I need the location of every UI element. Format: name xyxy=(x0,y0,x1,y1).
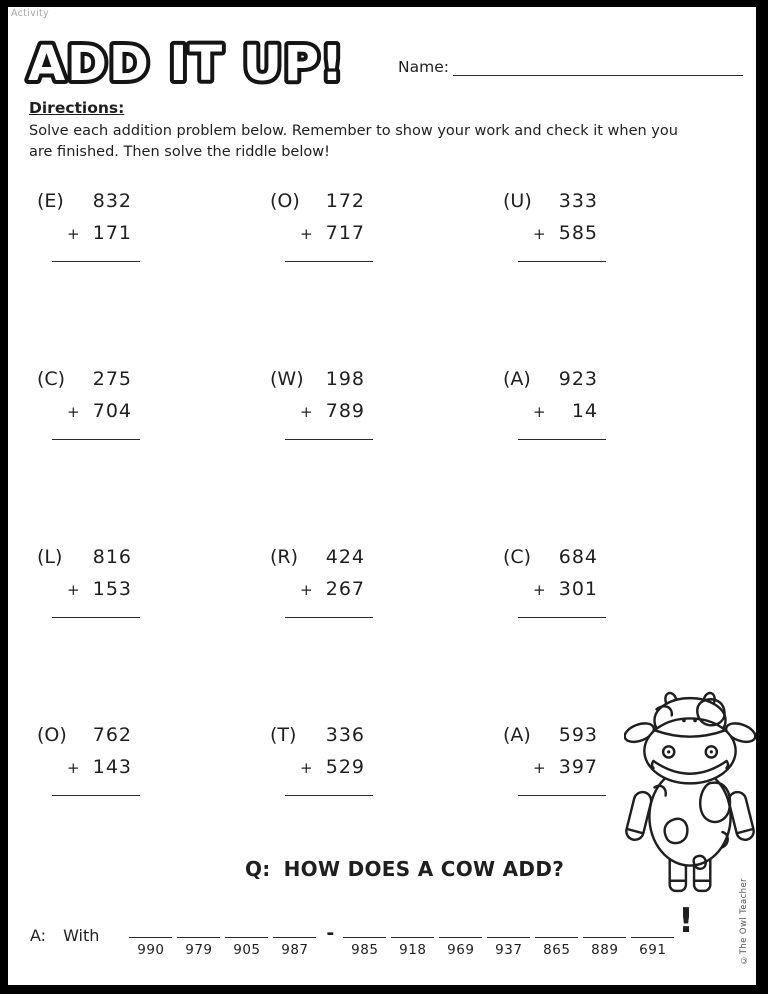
answer-blank: 691 xyxy=(631,937,674,958)
bottom-addend: 397 xyxy=(558,756,598,778)
directions-section xyxy=(29,99,705,162)
page-border-bottom xyxy=(0,985,768,994)
addition-problem-a1 xyxy=(503,368,606,454)
page-border-top xyxy=(0,0,768,7)
plus-sign: + xyxy=(67,759,80,777)
sum-write-line xyxy=(285,439,373,440)
addition-problem-t xyxy=(270,724,373,810)
top-addend: 816 xyxy=(92,546,132,568)
answer-blank: 918 xyxy=(391,937,434,958)
plus-sign: + xyxy=(67,581,80,599)
top-addend: 424 xyxy=(325,546,365,568)
answer-blank: 865 xyxy=(535,937,578,958)
name-field xyxy=(398,58,743,76)
sum-write-line xyxy=(285,261,373,262)
top-addend: 593 xyxy=(558,724,598,746)
sum-write-line xyxy=(518,617,606,618)
exclamation-mark: ! xyxy=(678,901,694,941)
problem-letter: (T) xyxy=(270,724,297,746)
top-addend: 832 xyxy=(92,190,132,212)
problem-letter: (C) xyxy=(37,368,66,390)
answer-blank: 889 xyxy=(583,937,626,958)
top-addend: 275 xyxy=(92,368,132,390)
page-title: ADD IT UP! xyxy=(28,36,345,92)
addition-problem-a2 xyxy=(503,724,606,810)
problem-letter: (W) xyxy=(270,368,304,390)
problem-letter: (L) xyxy=(37,546,63,568)
plus-sign: + xyxy=(67,403,80,421)
hyphen-separator: - xyxy=(326,922,335,944)
sum-write-line xyxy=(518,795,606,796)
answer-blank: 985 xyxy=(343,937,386,958)
top-addend: 684 xyxy=(558,546,598,568)
name-write-line xyxy=(453,58,743,76)
problem-letter: (R) xyxy=(270,546,299,568)
plus-sign: + xyxy=(300,581,313,599)
top-addend: 198 xyxy=(325,368,365,390)
addition-problem-l xyxy=(37,546,140,632)
copyright-credit: ©The Owl Teacher xyxy=(739,878,749,965)
bottom-addend: 717 xyxy=(325,222,365,244)
riddle-answer-row xyxy=(30,901,694,958)
bottom-addend: 14 xyxy=(571,400,598,422)
addition-problem-w xyxy=(270,368,373,454)
addition-problem-c2 xyxy=(503,546,606,632)
title-banner xyxy=(26,24,346,102)
top-addend: 172 xyxy=(325,190,365,212)
answer-blank: 990 xyxy=(129,937,172,958)
sum-write-line xyxy=(518,261,606,262)
answer-blank: 937 xyxy=(487,937,530,958)
cow-illustration xyxy=(624,690,756,898)
problem-letter: (A) xyxy=(503,368,531,390)
name-label: Name: xyxy=(398,58,449,76)
sum-write-line xyxy=(518,439,606,440)
sum-write-line xyxy=(285,617,373,618)
addition-problem-u xyxy=(503,190,606,276)
addition-problem-r xyxy=(270,546,373,632)
directions-body: Solve each addition problem below. Remember to show your work and check it when you are finished. Then solve the riddle below! xyxy=(29,123,678,160)
problem-letter: (A) xyxy=(503,724,531,746)
bottom-addend: 789 xyxy=(325,400,365,422)
addition-problem-c1 xyxy=(37,368,140,454)
plus-sign: + xyxy=(300,759,313,777)
directions-heading: Directions: xyxy=(29,99,125,117)
answer-blank: 905 xyxy=(225,937,268,958)
sum-write-line xyxy=(285,795,373,796)
top-addend: 333 xyxy=(558,190,598,212)
activity-label: Activity xyxy=(11,8,49,19)
bottom-addend: 143 xyxy=(92,756,132,778)
plus-sign: + xyxy=(533,759,546,777)
bottom-addend: 585 xyxy=(558,222,598,244)
question-text: HOW DOES A COW ADD? xyxy=(283,857,565,881)
title-bubble-text xyxy=(26,24,346,98)
sum-write-line xyxy=(52,261,140,262)
answer-blank: 979 xyxy=(177,937,220,958)
answer-prefix: With xyxy=(63,926,100,945)
top-addend: 762 xyxy=(92,724,132,746)
riddle-question xyxy=(245,857,564,881)
answer-blank: 969 xyxy=(439,937,482,958)
bottom-addend: 171 xyxy=(92,222,132,244)
problem-letter: (C) xyxy=(503,546,532,568)
bottom-addend: 153 xyxy=(92,578,132,600)
bottom-addend: 704 xyxy=(92,400,132,422)
question-label: Q: xyxy=(245,857,271,881)
addition-problem-e xyxy=(37,190,140,276)
problem-letter: (U) xyxy=(503,190,532,212)
answer-blank: 987 xyxy=(273,937,316,958)
plus-sign: + xyxy=(533,403,546,421)
page-border-right xyxy=(756,0,768,994)
page-border-left xyxy=(0,0,8,994)
sum-write-line xyxy=(52,795,140,796)
answer-label: A: xyxy=(30,926,47,945)
sum-write-line xyxy=(52,439,140,440)
sum-write-line xyxy=(52,617,140,618)
bottom-addend: 529 xyxy=(325,756,365,778)
addition-problem-o1 xyxy=(270,190,373,276)
problems-grid xyxy=(30,190,726,810)
cow-icon xyxy=(624,690,756,898)
plus-sign: + xyxy=(67,225,80,243)
plus-sign: + xyxy=(533,225,546,243)
top-addend: 336 xyxy=(325,724,365,746)
problem-letter: (O) xyxy=(270,190,300,212)
problem-letter: (E) xyxy=(37,190,64,212)
addition-problem-o2 xyxy=(37,724,140,810)
plus-sign: + xyxy=(533,581,546,599)
problem-letter: (O) xyxy=(37,724,67,746)
plus-sign: + xyxy=(300,225,313,243)
plus-sign: + xyxy=(300,403,313,421)
top-addend: 923 xyxy=(558,368,598,390)
bottom-addend: 267 xyxy=(325,578,365,600)
bottom-addend: 301 xyxy=(558,578,598,600)
